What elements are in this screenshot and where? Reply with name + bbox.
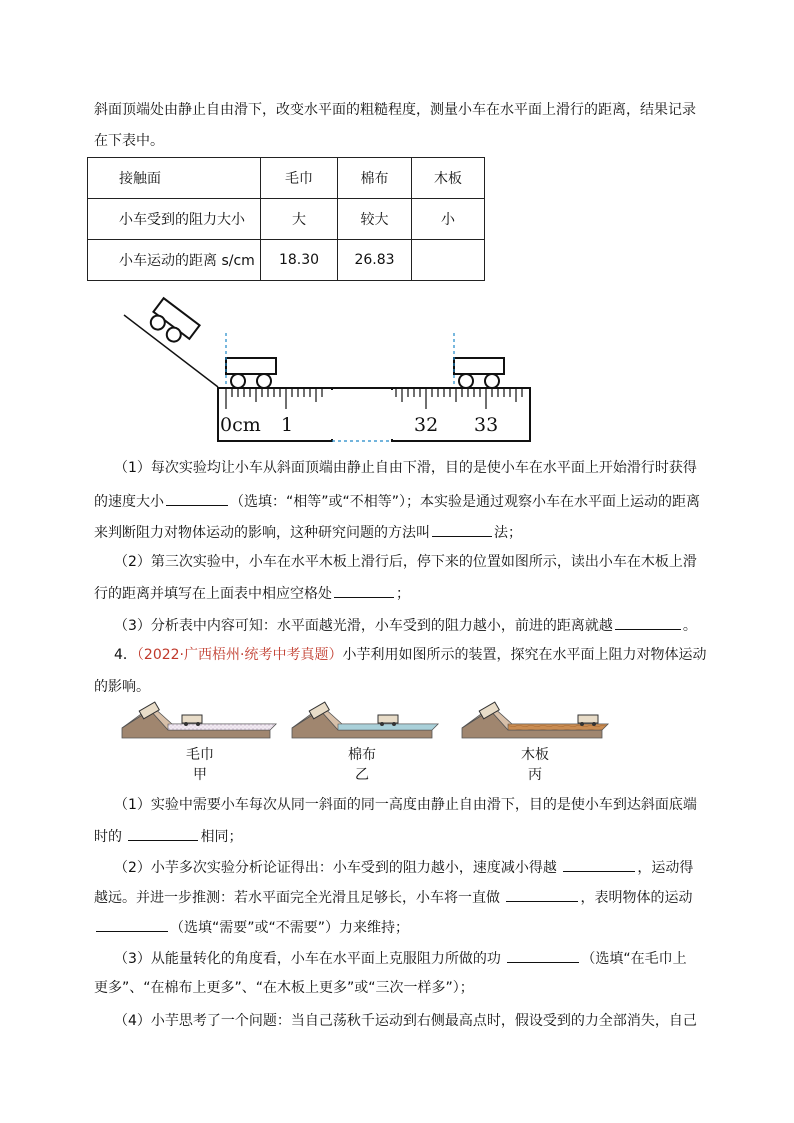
answer-blank[interactable] <box>96 916 168 932</box>
q4-stem-line2: 的影响。 <box>94 679 150 695</box>
question-number: 4． <box>114 647 137 663</box>
ruler-label-32: 32 <box>414 414 439 436</box>
surface-label-towel: 毛巾 甲 <box>186 747 214 783</box>
table-cell: 18.30 <box>261 240 338 281</box>
three-surfaces-figure <box>120 700 620 744</box>
answer-blank[interactable] <box>166 490 228 506</box>
intro-line-2: 在下表中。 <box>94 133 164 149</box>
table-header-cell: 棉布 <box>338 158 412 199</box>
table-cell: 小车受到的阻力大小 <box>88 199 261 240</box>
ruler-label-1: 1 <box>281 414 294 436</box>
surface-label-wood: 木板 丙 <box>521 747 549 783</box>
q4-part1-line1: （1）实验中需要小车每次从同一斜面的同一高度由静止自由滑下，目的是使小车到达斜面底端 <box>114 797 697 813</box>
table-header-cell: 毛巾 <box>261 158 338 199</box>
q4-part1-line2: 时的 相同； <box>94 825 242 847</box>
table-cell: 26.83 <box>338 240 412 281</box>
table-row <box>88 240 485 281</box>
results-table <box>87 157 485 281</box>
q4-part2-line2: 越远。并进一步推测：若水平面完全光滑且足够长，小车将一直做 ，表明物体的运动 <box>94 886 692 908</box>
q3-part2-line2: 行的距离并填写在上面表中相应空格处 ； <box>94 582 410 604</box>
cart-stop-position <box>454 358 504 388</box>
cart-on-incline <box>146 298 200 349</box>
q4-part3-line2: 更多”、“在棉布上更多”、“在木板上更多”或“三次一样多”）； <box>94 980 474 996</box>
towel-setup <box>122 702 276 738</box>
answer-blank[interactable] <box>507 947 579 963</box>
intro-line-1: 斜面顶端处由静止自由滑下，改变水平面的粗糙程度，测量小车在水平面上滑行的距离，结果记录 <box>94 102 696 118</box>
table-cell: 较大 <box>338 199 412 240</box>
answer-blank[interactable] <box>334 582 394 598</box>
q3-part3-line: （3）分析表中内容可知：水平面越光滑，小车受到的阻力越小，前进的距离就越 。 <box>114 614 697 636</box>
table-cell: 大 <box>261 199 338 240</box>
q4-part2-line1: （2）小芋多次实验分析论证得出：小车受到的阻力越小，速度减小得越 ，运动得 <box>114 856 693 878</box>
q4-part2-line3: （选填“需要”或“不需要”）力来维持； <box>94 916 409 938</box>
table-header-row <box>88 158 485 199</box>
wood-setup <box>462 702 608 738</box>
ruler-label-0cm: 0cm <box>220 414 261 436</box>
answer-blank[interactable] <box>432 521 492 537</box>
table-header-cell: 木板 <box>412 158 485 199</box>
cart-start-position <box>226 358 276 388</box>
table-cell <box>412 240 485 281</box>
table-cell: 小车运动的距离 s/cm <box>88 240 261 281</box>
answer-blank[interactable] <box>128 825 198 841</box>
surface-label-cotton: 棉布 乙 <box>348 747 376 783</box>
q4-part3-line1: （3）从能量转化的角度看，小车在水平面上克服阻力所做的功 （选填“在毛巾上 <box>114 947 687 969</box>
table-row <box>88 199 485 240</box>
table-cell: 小 <box>412 199 485 240</box>
q4-part4-line1: （4）小芋思考了一个问题：当自己荡秋千运动到右侧最高点时，假设受到的力全部消失，自己 <box>114 1013 697 1029</box>
answer-blank[interactable] <box>615 614 681 630</box>
answer-blank[interactable] <box>563 856 635 872</box>
answer-blank[interactable] <box>506 886 578 902</box>
q3-part1-line1: （1）每次实验均让小车从斜面顶端由静止自由下滑，目的是使小车在水平面上开始滑行时获得 <box>114 460 697 476</box>
table-header-cell: 接触面 <box>88 158 261 199</box>
question-source: （2022·广西梧州·统考中考真题） <box>136 647 343 663</box>
q3-part1-line2: 的速度大小 （选填：“相等”或“不相等”）；本实验是通过观察小车在水平面上运动的距离 <box>94 490 700 512</box>
ruler-right-segment <box>392 388 530 441</box>
q3-part1-line3: 来判断阻力对物体运动的影响，这种研究问题的方法叫 法； <box>94 521 522 543</box>
cotton-setup <box>292 702 438 738</box>
ruler-label-33: 33 <box>474 414 499 436</box>
q3-part2-line1: （2）第三次实验中，小车在水平木板上滑行后，停下来的位置如图所示，读出小车在木板上滑 <box>114 554 697 570</box>
q4-stem-line1: 4．（2022·广西梧州·统考中考真题）小芋利用如图所示的装置，探究在水平面上阻力对物体运动 <box>114 647 707 663</box>
